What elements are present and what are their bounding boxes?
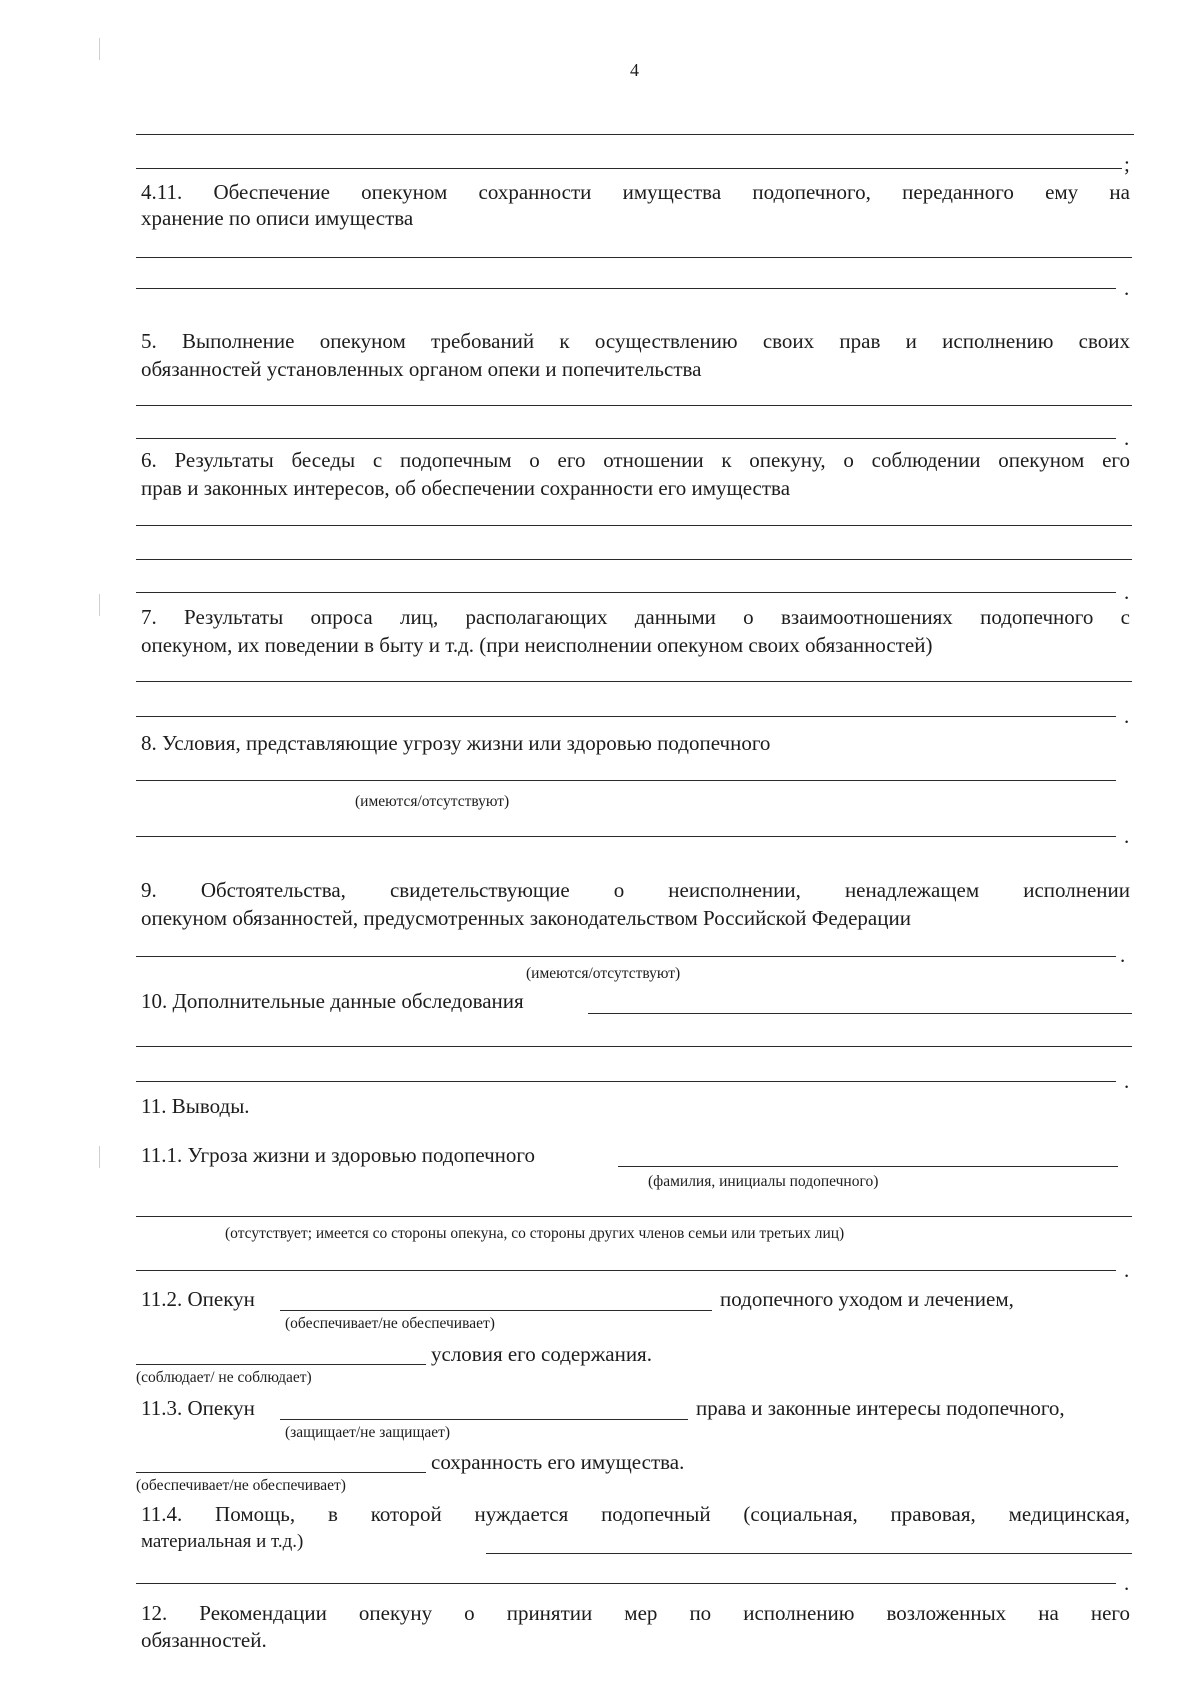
line-terminator: . [1124, 704, 1130, 728]
section-11-3-text: права и законные интересы подопечного, [696, 1396, 1065, 1420]
line-terminator: . [1124, 824, 1130, 848]
section-11-title: 11. Выводы. [141, 1094, 250, 1118]
section-4-11-text: 4.11. Обеспечение опекуном сохранности имущества подопечного, переданного ему на [141, 180, 1130, 204]
section-12-text: обязанностей. [141, 1628, 267, 1652]
section-8-text: 8. Условия, представляющие угрозу жизни или здоровью подопечного [141, 731, 771, 755]
section-6-text: 6. Результаты беседы с подопечным о его отношении к опекуну, о соблюдении опекуном его [141, 448, 1130, 472]
blank-line[interactable] [618, 1166, 1118, 1167]
section-5-text: 5. Выполнение опекуном требований к осуществлению своих прав и исполнению своих [141, 329, 1130, 353]
blank-line[interactable] [588, 1013, 1132, 1014]
line-terminator: . [1124, 1258, 1130, 1282]
blank-line[interactable] [136, 438, 1116, 439]
blank-line[interactable] [136, 780, 1116, 781]
field-hint: (отсутствует; имеется со стороны опекуна, со стороны других членов семьи или третьих лиц) [225, 1225, 845, 1242]
line-terminator: . [1120, 943, 1126, 967]
field-hint: (обеспечивает/не обеспечивает) [136, 1477, 346, 1494]
section-10-text: 10. Дополнительные данные обследования [141, 989, 524, 1013]
section-7-text: 7. Результаты опроса лиц, располагающих данными о взаимоотношениях подопечного с [141, 605, 1130, 629]
section-9-text: 9. Обстоятельства, свидетельствующие о неисполнении, ненадлежащем исполнении [141, 878, 1130, 902]
blank-line[interactable] [136, 1583, 1116, 1584]
scan-mark [99, 38, 100, 60]
section-11-4-text: 11.4. Помощь, в которой нуждается подопечный (социальная, правовая, медицинская, [141, 1502, 1130, 1526]
blank-line[interactable] [136, 1046, 1132, 1047]
section-11-4-text: материальная и т.д.) [141, 1531, 304, 1552]
blank-line[interactable] [136, 716, 1116, 717]
blank-line[interactable] [136, 836, 1116, 837]
section-11-3-text: 11.3. Опекун [141, 1396, 255, 1420]
blank-line[interactable] [136, 1364, 426, 1365]
field-hint: (имеются/отсутствуют) [526, 965, 681, 982]
scan-mark [99, 1146, 100, 1168]
scan-mark [99, 594, 100, 616]
blank-line[interactable] [136, 1472, 426, 1473]
blank-line[interactable] [280, 1310, 712, 1311]
line-terminator: . [1124, 426, 1130, 450]
blank-line[interactable] [280, 1419, 688, 1420]
blank-line[interactable] [136, 592, 1116, 593]
blank-line[interactable] [136, 525, 1132, 526]
line-terminator: . [1124, 1571, 1130, 1595]
section-7-text: опекуном, их поведении в быту и т.д. (при неисполнении опекуном своих обязанностей) [141, 633, 933, 657]
line-terminator: . [1124, 276, 1130, 300]
blank-line[interactable] [136, 288, 1116, 289]
line-terminator: . [1124, 580, 1130, 604]
page-number: 4 [630, 60, 639, 80]
section-5-text: обязанностей установленных органом опеки и попечительства [141, 357, 702, 381]
blank-line[interactable] [136, 257, 1132, 258]
blank-line[interactable] [136, 134, 1134, 135]
section-6-text: прав и законных интересов, об обеспечении сохранности его имущества [141, 476, 791, 500]
line-terminator: ; [1124, 152, 1130, 176]
field-hint: (соблюдает/ не соблюдает) [136, 1369, 312, 1386]
blank-line[interactable] [136, 681, 1132, 682]
field-hint: (обеспечивает/не обеспечивает) [285, 1315, 495, 1332]
blank-line[interactable] [136, 168, 1122, 169]
blank-line[interactable] [136, 559, 1132, 560]
blank-line[interactable] [136, 405, 1132, 406]
section-11-2-text: подопечного уходом и лечением, [720, 1287, 1014, 1311]
blank-line[interactable] [136, 1216, 1132, 1217]
blank-line[interactable] [136, 1081, 1116, 1082]
line-terminator: . [1124, 1069, 1130, 1093]
section-11-3-text: сохранность его имущества. [431, 1450, 685, 1474]
blank-line[interactable] [486, 1553, 1132, 1554]
field-hint: (имеются/отсутствуют) [355, 793, 510, 810]
blank-line[interactable] [136, 956, 1116, 957]
section-9-text: опекуном обязанностей, предусмотренных законодательством Российской Федерации [141, 906, 911, 930]
field-hint: (фамилия, инициалы подопечного) [648, 1173, 879, 1190]
field-hint: (защищает/не защищает) [285, 1424, 451, 1441]
section-11-2-text: условия его содержания. [431, 1342, 652, 1366]
section-11-1-text: 11.1. Угроза жизни и здоровью подопечного [141, 1143, 536, 1167]
section-4-11-text: хранение по описи имущества [141, 206, 414, 230]
section-11-2-text: 11.2. Опекун [141, 1287, 255, 1311]
blank-line[interactable] [136, 1270, 1116, 1271]
section-12-text: 12. Рекомендации опекуну о принятии мер по исполнению возложенных на него [141, 1601, 1130, 1625]
